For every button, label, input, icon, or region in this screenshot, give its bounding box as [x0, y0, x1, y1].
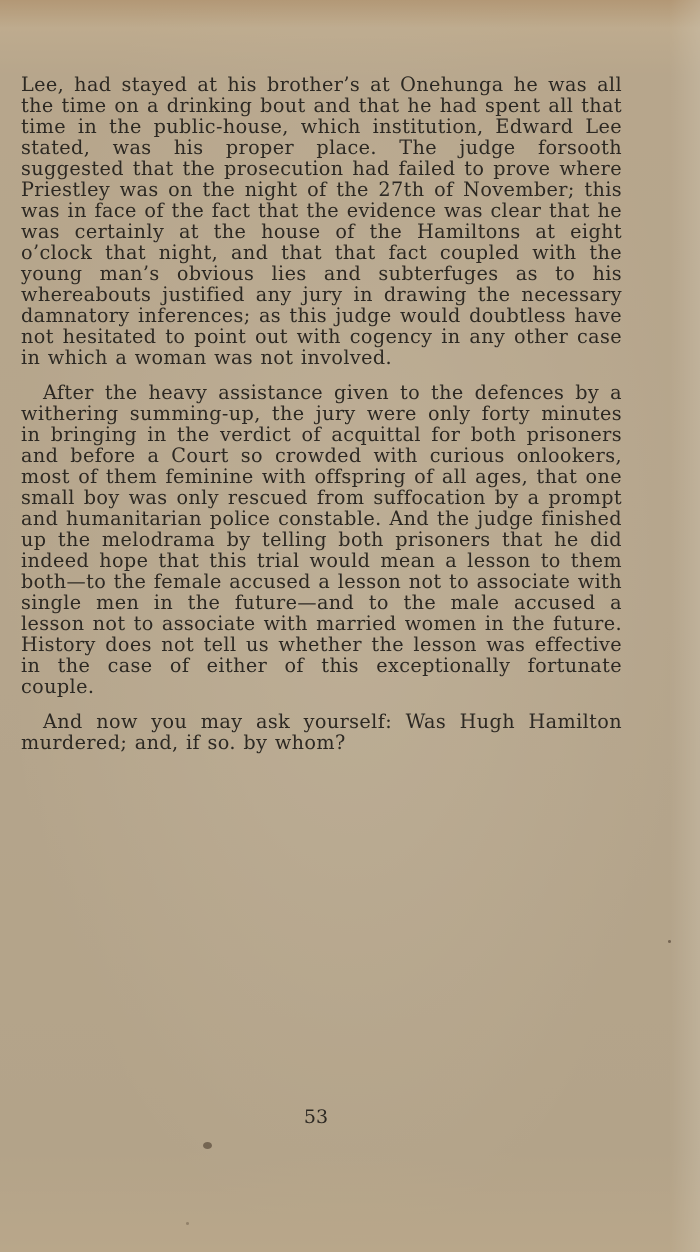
page-number: 53 — [303, 1106, 329, 1128]
ink-speck — [203, 1142, 212, 1149]
paragraph-3: And now you may ask yourself: Was Hugh Hamilton murdered; and, if so. by whom? — [21, 710, 622, 754]
body-text — [21, 74, 622, 753]
page-top-stain — [0, 0, 700, 28]
page-right-edge — [670, 0, 700, 1252]
ink-speck — [186, 1222, 189, 1225]
ink-speck — [668, 940, 671, 943]
paragraph-1: Lee, had stayed at his brother’s at Onehunga he was all the time on a drinking bout and that he had spent all that time in the public-house, which institution, Edward Lee stated, was his proper place. The judge forsooth suggested that the prosecution had failed to prove where Priestley was on the night of the 27th of November; this was in face of the fact that the evidence was clear that he was certainly at the house of the Hamiltons at eight o’clock that night, and that that fact coupled with the young man’s obvious lies and subterfuges as to his whereabouts justified any jury in drawing the necessary damnatory inferences; as this judge would doubtless have not hesitated to point out with cogency in any other case in which a woman was not involved. — [21, 73, 622, 369]
paragraph-2: After the heavy assistance given to the defences by a withering summing-up, the jury were only forty minutes in bringing in the verdict of acquittal for both prisoners and before a Court so crowded with curious onlookers, most of them feminine with offspring of all ages, that one small boy was only rescued from suffocation by a prompt and humanitarian police constable. And the judge finished up the melodrama by telling both prisoners that he did indeed hope that this trial would mean a lesson to them both—to the female accused a lesson not to associate with single men in the future—and to the male accused a lesson not to associate with married women in the future. History does not tell us whether the lesson was effective in the case of either of this exceptionally fortunate couple. — [21, 381, 622, 698]
